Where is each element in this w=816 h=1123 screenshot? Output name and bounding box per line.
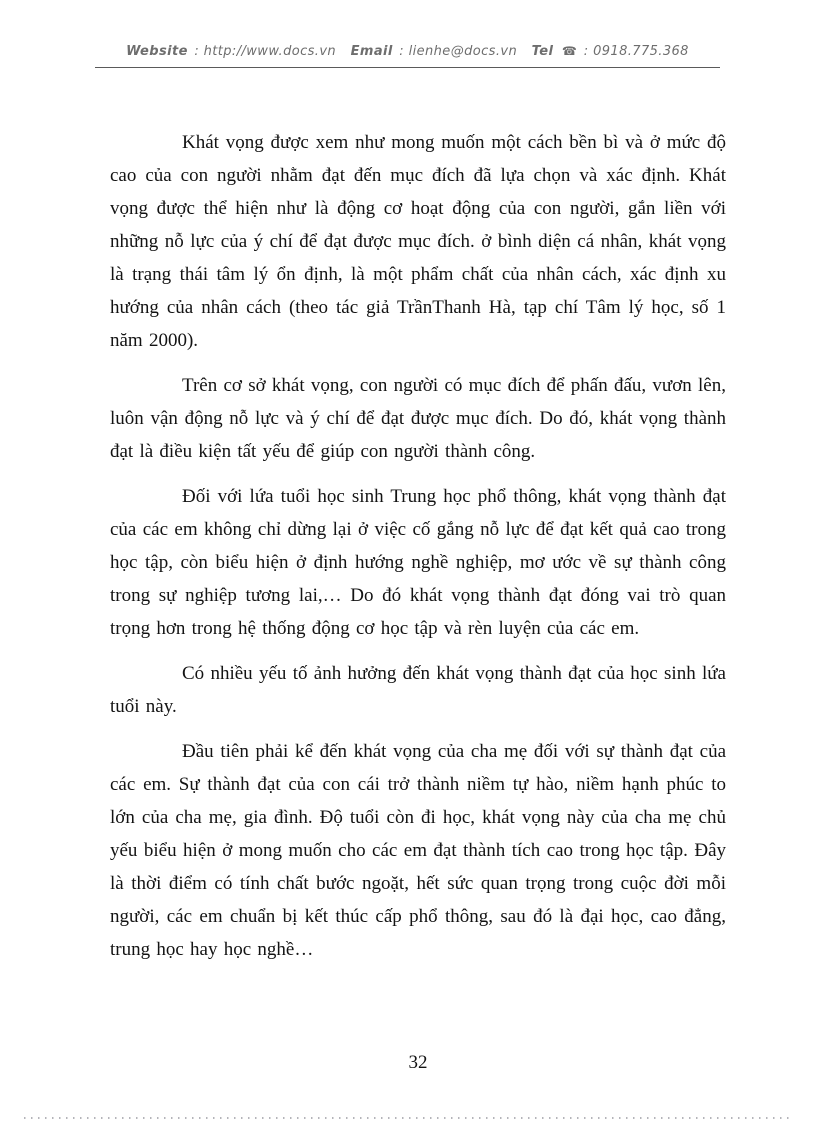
paragraph: Khát vọng được xem như mong muốn một cách bền bì và ở mức độ cao của con người nhằm đạt đến mục đích đã lựa chọn và xác định. Khát vọng được thể hiện như là động cơ hoạt động của con người, gắn liền với những nỗ lực của ý chí để đạt được mục đích. ở bình diện cá nhân, khát vọng là trạng thái tâm lý ổn định, là một phẩm chất của nhân cách, xác định xu hướng của nhân cách (theo tác giả TrầnThanh Hà, tạp chí Tâm lý học, số 1 năm 2000). [110,132,726,351]
website-label: Website [126,44,188,59]
tel-label: Tel [531,44,554,59]
paragraph: Trên cơ sở khát vọng, con người có mục đích để phấn đấu, vươn lên, luôn vận động nỗ lực và ý chí để đạt được mục đích. Do đó, khát vọng thành đạt là điều kiện tất yếu để giúp con người thành công. [110,375,726,462]
bottom-dotted-divider [24,1117,794,1119]
document-text [110,126,726,978]
email-label: Email [350,44,393,59]
page-number: 32 [408,1052,428,1073]
phone-icon: ☎ [561,44,578,58]
page-header [95,44,720,68]
email-address: : lienhe@docs.vn [399,44,518,59]
tel-number: : 0918.775.368 [583,44,689,59]
paragraph: Có nhiều yếu tố ảnh hưởng đến khát vọng thành đạt của học sinh lứa tuổi này. [110,663,726,717]
paragraph: Đối với lứa tuổi học sinh Trung học phổ thông, khát vọng thành đạt của các em không chỉ dừng lại ở việc cố gắng nỗ lực để đạt kết quả cao trong học tập, còn biểu hiện ở định hướng nghề nghiệp, mơ ước về sự thành công trong sự nghiệp tương lai,… Do đó khát vọng thành đạt đóng vai trò quan trọng hơn trong hệ thống động cơ học tập và rèn luyện của các em. [110,486,726,639]
website-url: : http://www.docs.vn [194,44,337,59]
paragraph: Đầu tiên phải kể đến khát vọng của cha mẹ đối với sự thành đạt của các em. Sự thành đạt của con cái trở thành niềm tự hào, niềm hạnh phúc to lớn của cha mẹ, gia đình. Độ tuổi còn đi học, khát vọng này của cha mẹ chủ yếu biểu hiện ở mong muốn cho các em đạt thành tích cao trong học tập. Đây là thời điểm có tính chất bước ngoặt, hết sức quan trọng trong cuộc đời mỗi người, các em chuẩn bị kết thúc cấp phổ thông, sau đó là đại học, cao đẳng, trung học hay học nghề… [110,741,726,960]
